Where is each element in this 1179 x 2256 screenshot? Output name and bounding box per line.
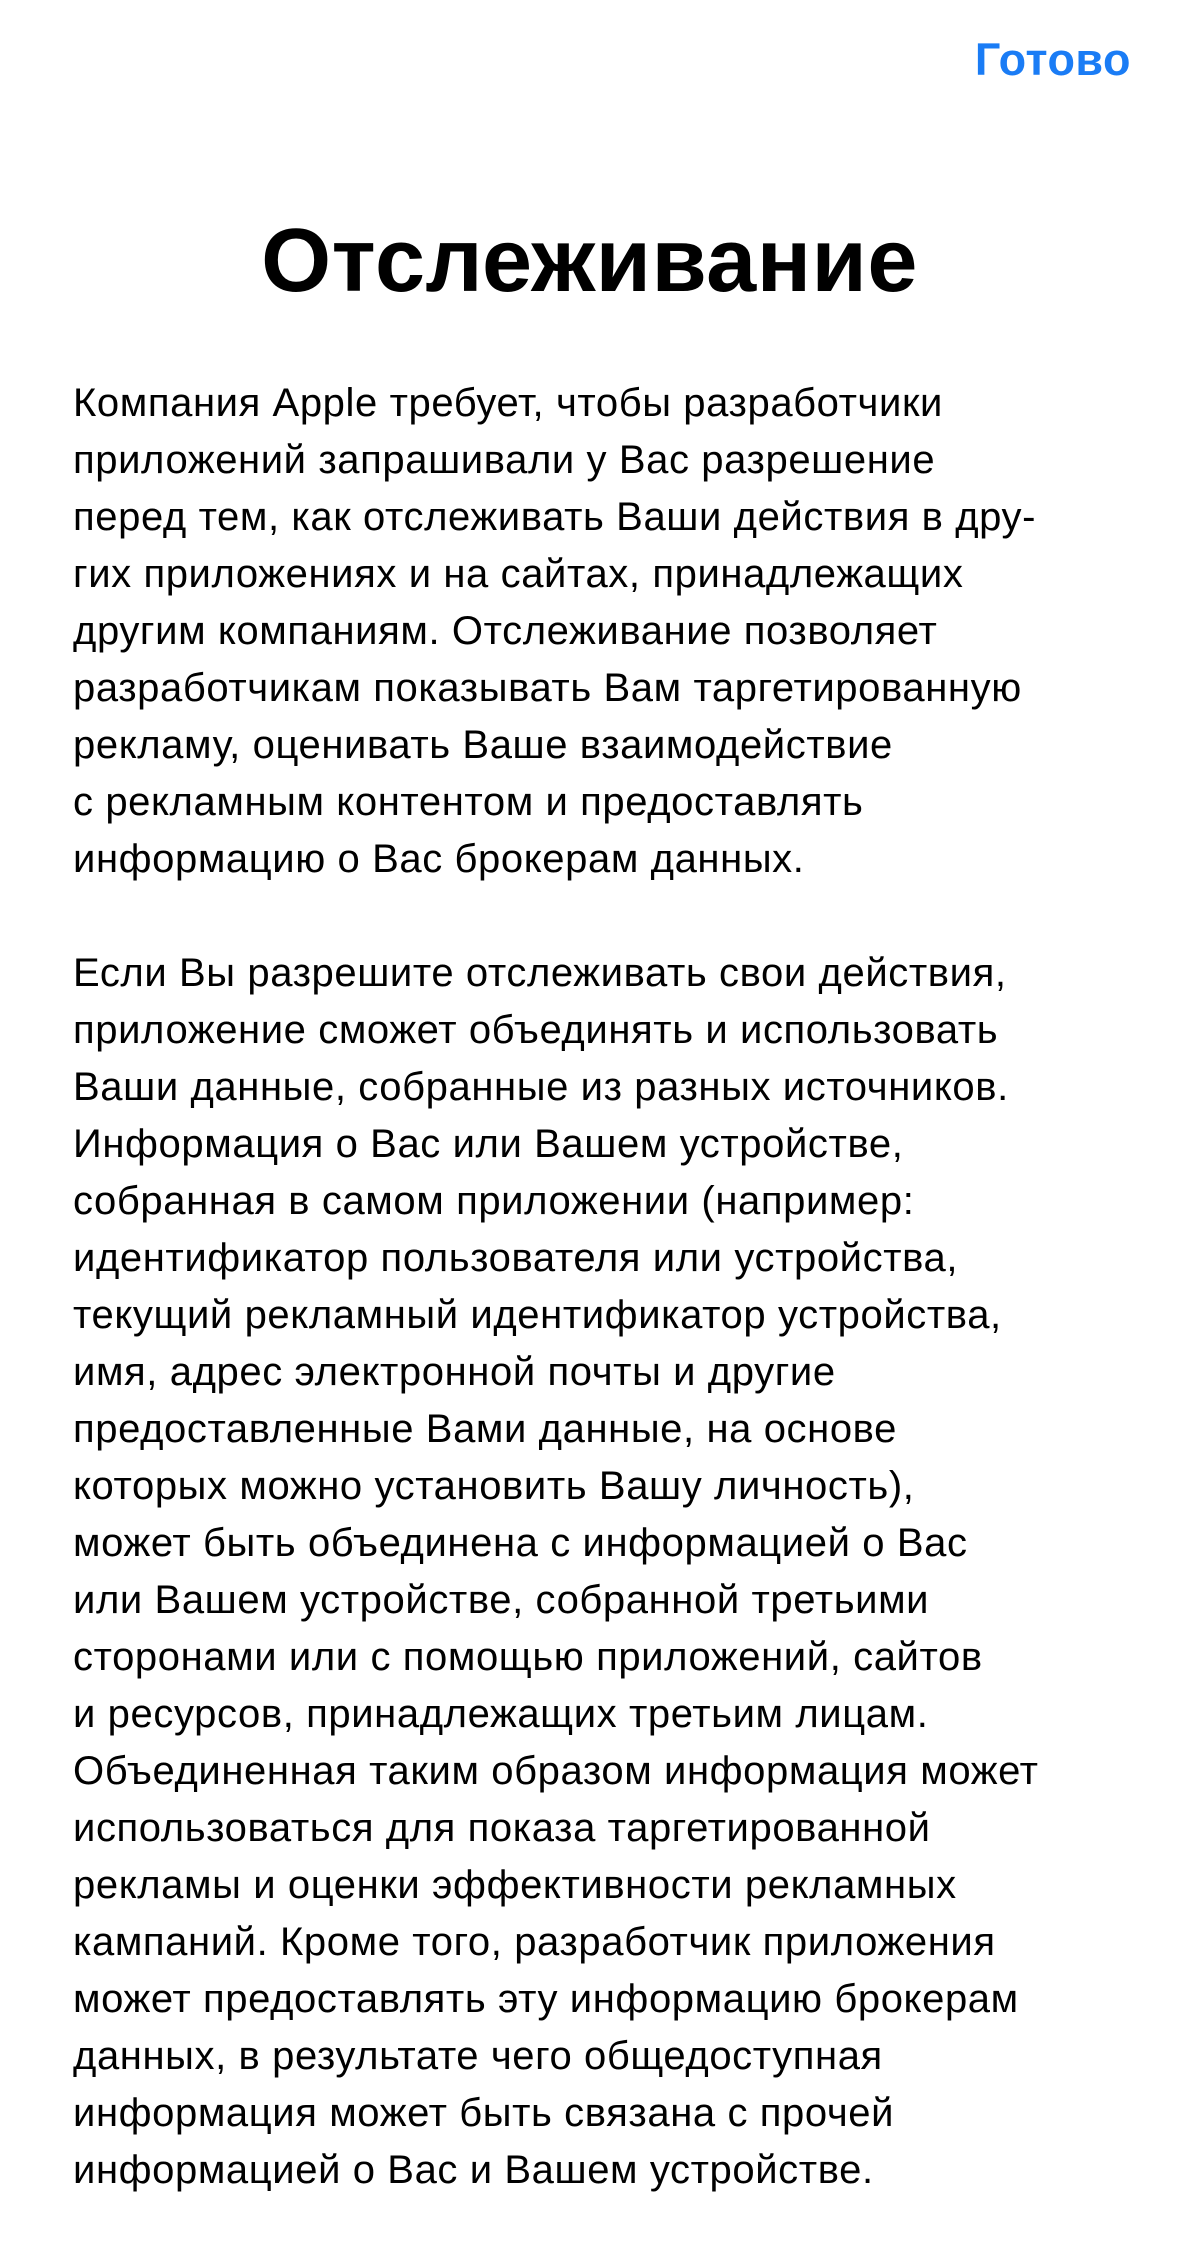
tracking-description: [73, 375, 1138, 2256]
done-button[interactable]: Готово: [974, 34, 1131, 85]
description-paragraph-2: Если Вы разрешите отслеживать свои действия, приложение сможет объединять и использовать Ваши данные, собранные из разных источников. Информация о Вас или Вашем устройстве, собранная в самом приложении (например: идентификатор пользователя или устройства, текущий рекламный идентификатор устройства, имя, адрес электронной почты и другие предоставленные Вами данные, на основе которых можно установить Вашу личность), может быть объединена с информацией о Вас или Вашем устройстве, собранной третьими сторонами или с помощью приложений, сайтов и ресурсов, принадлежащих третьим лицам. Объединенная таким образом информация может использоваться для показа таргетированной рекламы и оценки эффективности рекламных кампаний. Кроме того, разработчик приложения может предоставлять эту информацию брокерам данных, в результате чего общедоступная информация может быть связана с прочей информацией о Вас и Вашем устройстве.: [73, 951, 1039, 2192]
page-title: Отслеживание: [261, 211, 918, 311]
description-paragraph-1: Компания Apple требует, чтобы разработчики приложений запрашивали у Вас разрешение перед тем, как отслеживать Ваши действия в дру- гих приложениях и на сайтах, принадлежащих другим компаниям. Отслеживание позволяет разработчикам показывать Вам таргетированную рекламу, оценивать Ваше взаимодействие с рекламным контентом и предоставлять информацию о Вас брокерам данных.: [73, 381, 1037, 881]
